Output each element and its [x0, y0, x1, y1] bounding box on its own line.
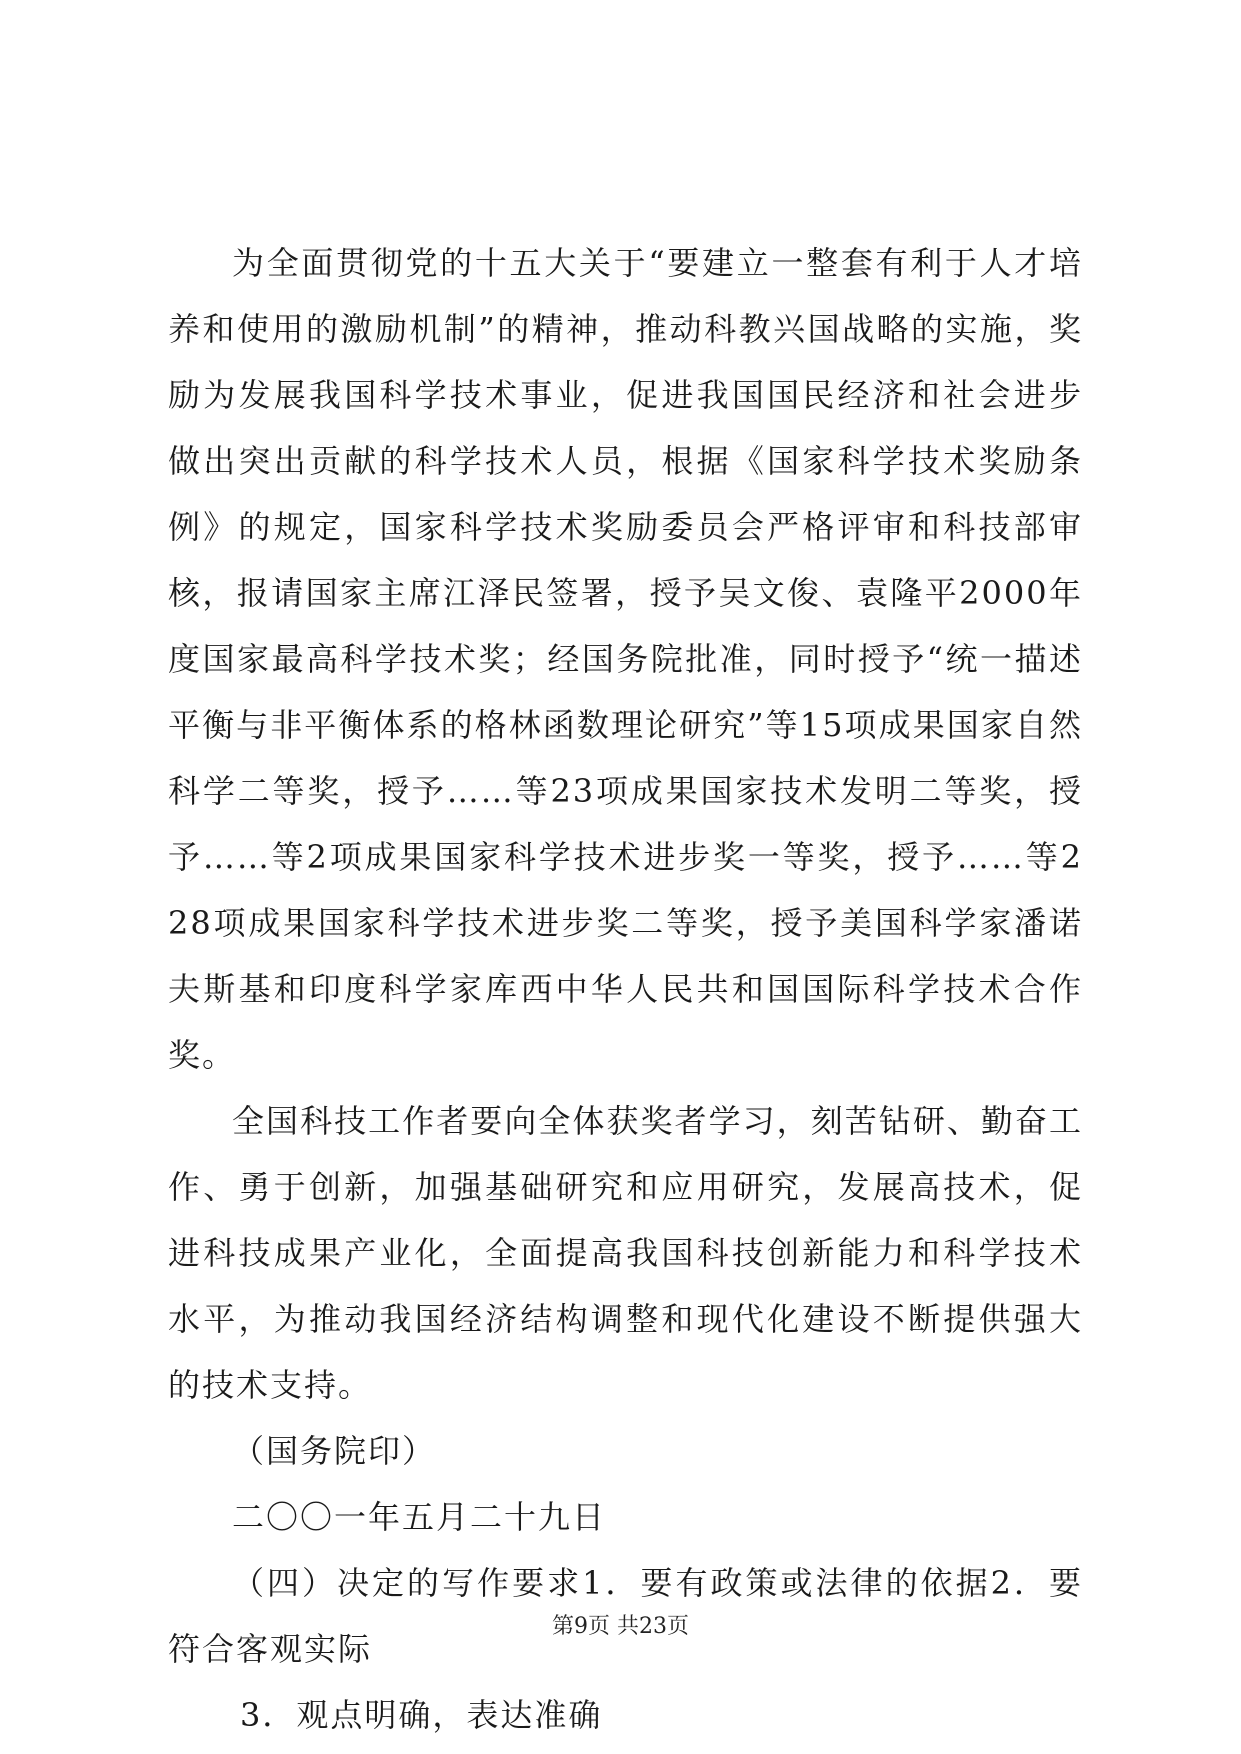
requirement-item-3: 3．观点明确，表达准确 [240, 1696, 603, 1734]
page-footer: 第9页 共23页 [552, 1614, 689, 1639]
seal-text: （国务院印） [232, 1432, 437, 1470]
paragraph-award-decision: 为全面贯彻党的十五大关于“要建立一整套有利于人才培养和使用的激励机制”的精神，推动科教兴国战略的实施，奖励为发展我国科学技术事业，促进我国国民经济和社会进步做出突出贡献的科学技术人员，根据《国家科学技术奖励条例》的规定，国家科学技术奖励委员会严格评审和科技部审核，报请国家主席江泽民签署，授予吴文俊、袁隆平2000年度国家最高科学技术奖；经国务院批准，同时授予“统一描述平衡与非平衡体系的格林函数理论研究”等15项成果国家自然科学二等奖，授予……等23项成果国家技术发明二等奖，授予……等2项成果国家科学技术进步奖一等奖，授予……等228项成果国家科学技术进步奖二等奖，授予美国科学家潘诺夫斯基和印度科学家库西中华人民共和国国际科学技术合作奖。 [168, 244, 1083, 1074]
date-line: 二〇〇一年五月二十九日 [232, 1498, 607, 1536]
paragraph-call-to-scientists: 全国科技工作者要向全体获奖者学习，刻苦钻研、勤奋工作、勇于创新，加强基础研究和应用研究，发展高技术，促进科技成果产业化，全面提高我国科技创新能力和科学技术水平，为推动我国经济结构调整和现代化建设不断提供强大的技术支持。 [168, 1102, 1083, 1404]
writing-requirements: （四）决定的写作要求1．要有政策或法律的依据2．要符合客观实际 [168, 1564, 1083, 1668]
document-body [168, 230, 1083, 1748]
